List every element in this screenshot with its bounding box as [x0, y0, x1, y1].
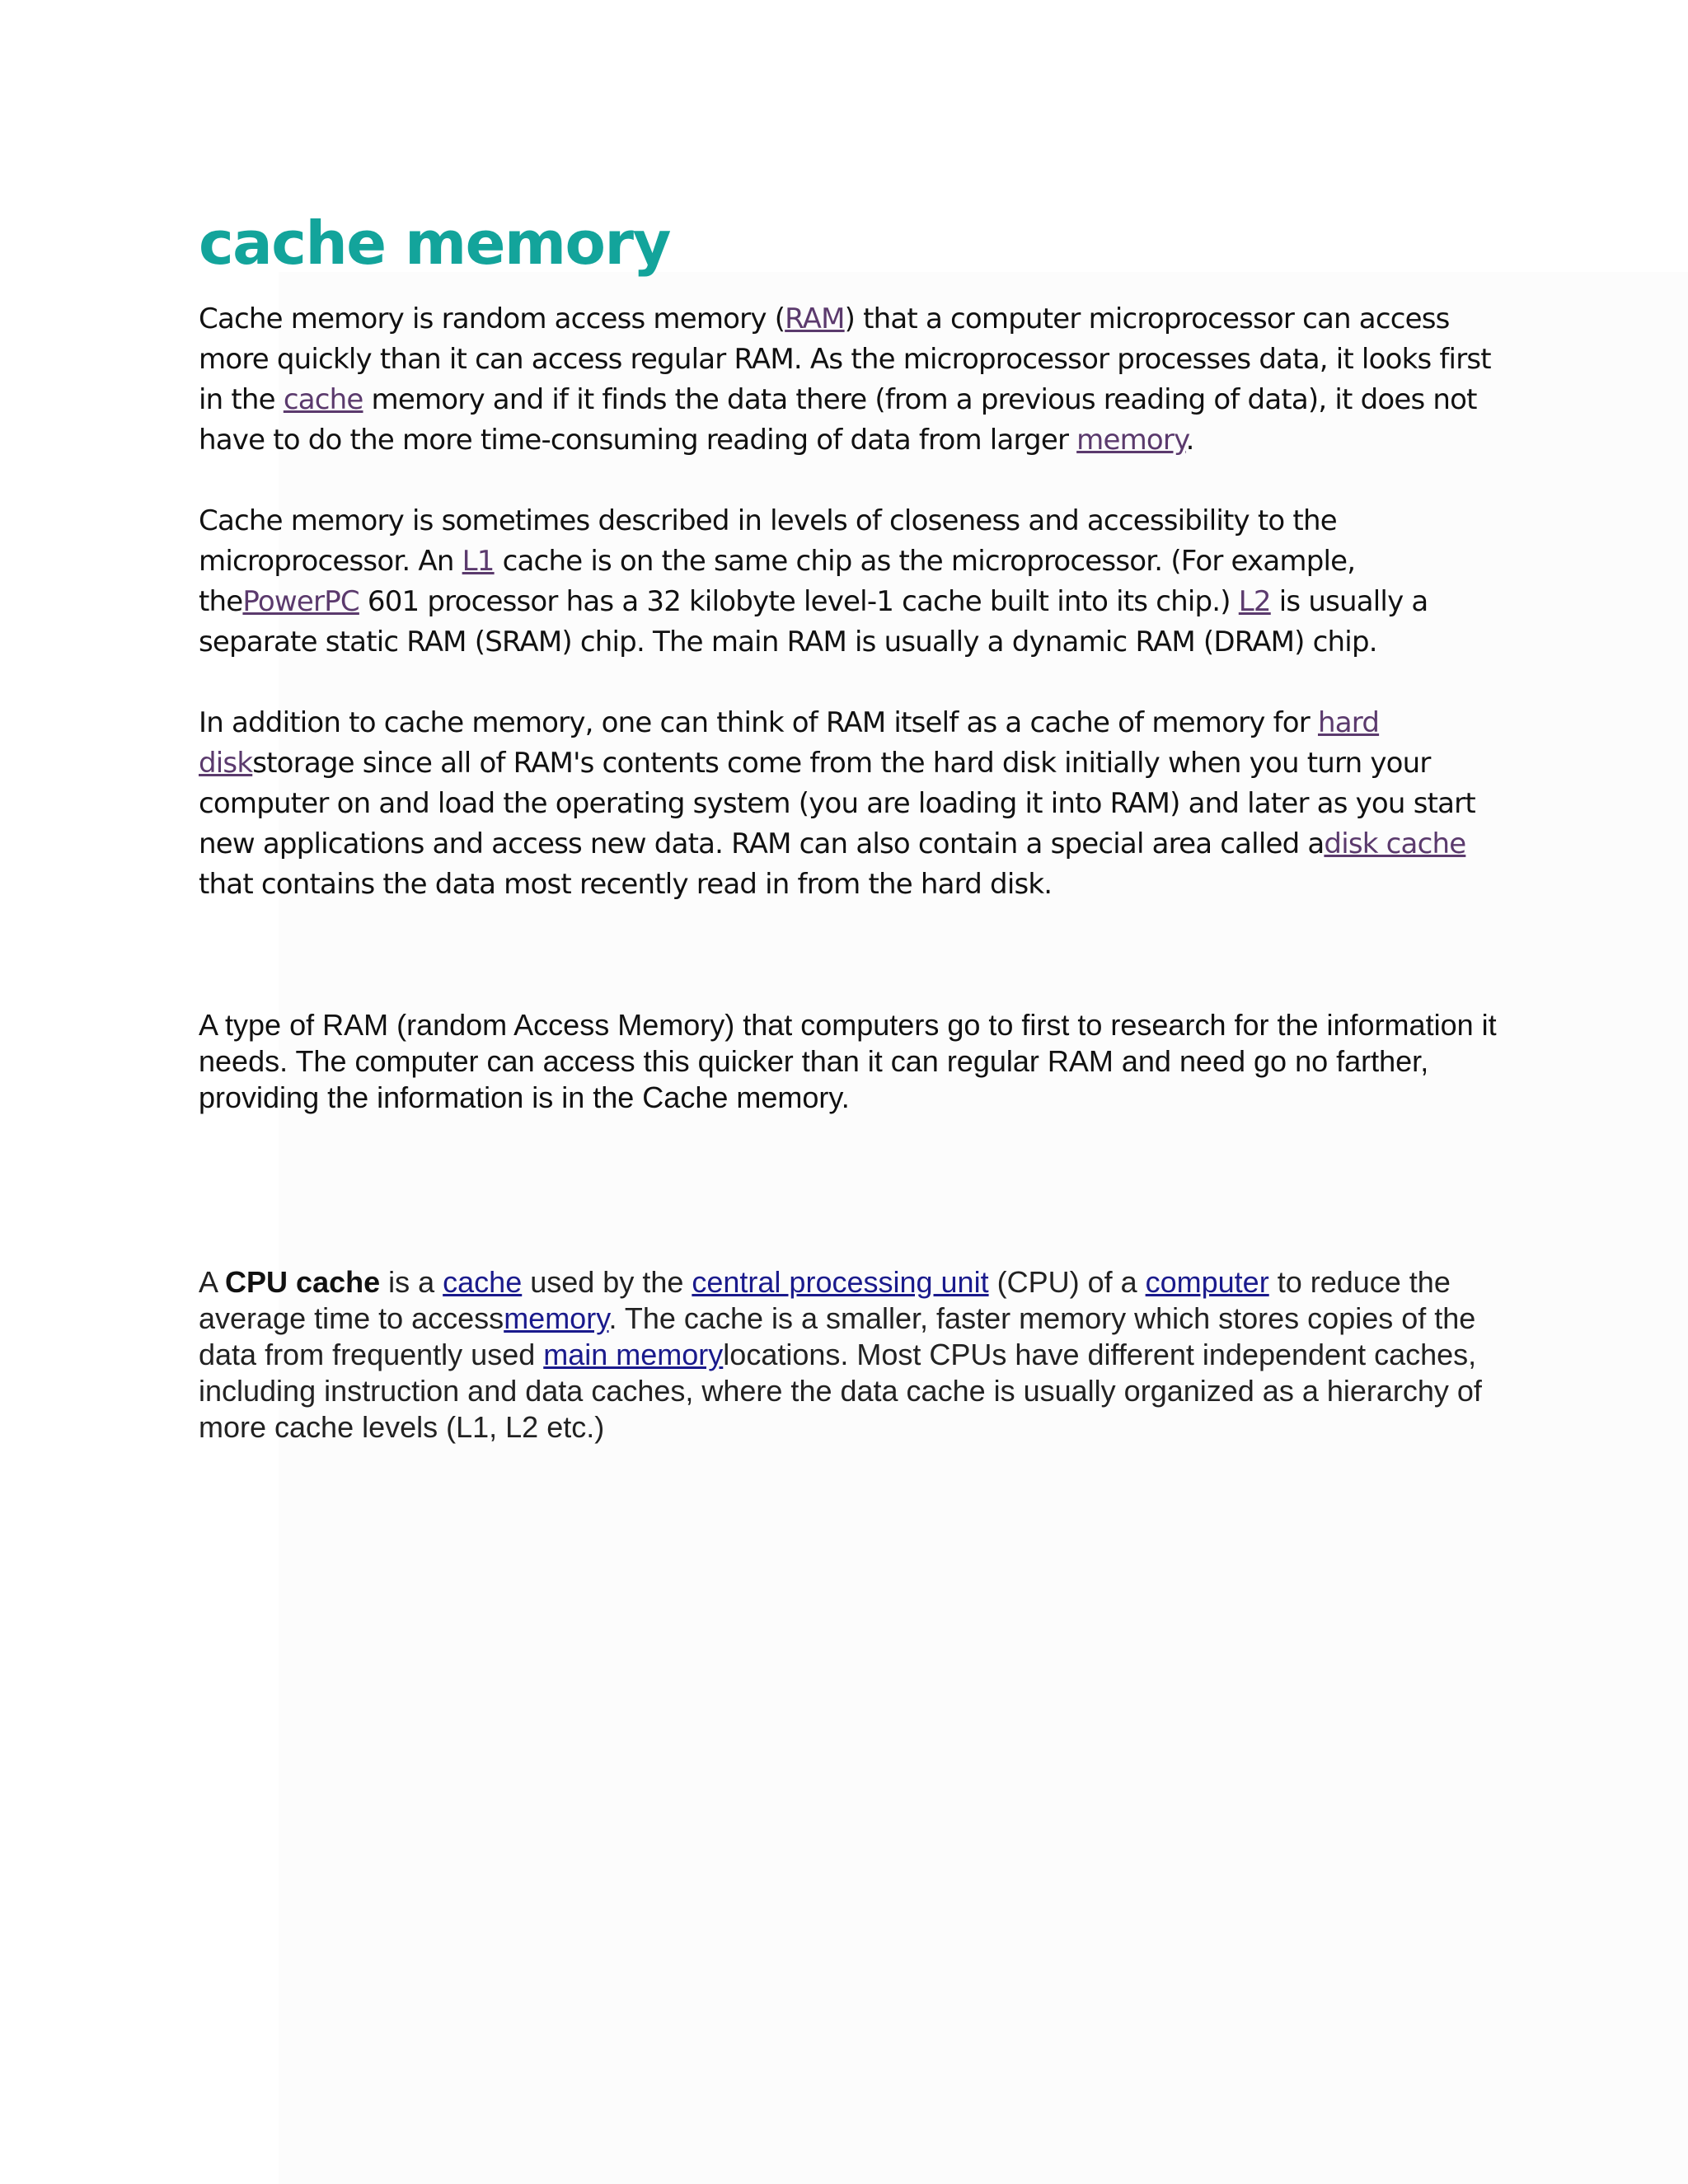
link-powerpc[interactable]: PowerPC [242, 585, 359, 618]
text-run: storage since all of RAM's contents come from the hard disk initially when you turn your computer on and load the operating system (you are loading it into RAM) and later as you start new applications and access new data. RAM can also contain a special area called a [199, 747, 1475, 860]
text-run: 601 processor has a 32 kilobyte level-1 cache built into its chip.) [359, 585, 1239, 618]
link-memory[interactable]: memory [1076, 424, 1186, 457]
paragraph-levels [199, 501, 1517, 663]
text-run: locations. Most CPUs have different independent caches, including instruction and data caches, where the data cache is usually organized as a hierarchy of more cache levels (L1, L2 etc.) [199, 1338, 1482, 1444]
definition-simple: A type of RAM (random Access Memory) that computers go to first to research for the information it needs. The computer can access this quicker than it can regular RAM and need go no farther, providing the information is in the Cache memory. [199, 1008, 1497, 1114]
link-l1[interactable]: L1 [462, 545, 495, 578]
paragraph-definition [199, 299, 1517, 461]
text-run: Cache memory is random access memory ( [199, 302, 785, 335]
link-memory-wiki[interactable]: memory [504, 1301, 609, 1335]
text-run: A [199, 1265, 226, 1299]
link-l2[interactable]: L2 [1238, 585, 1271, 618]
text-run: used by the [522, 1265, 692, 1299]
document-content [199, 202, 1517, 1446]
text-run: (CPU) of a [988, 1265, 1146, 1299]
text-run: In addition to cache memory, one can think of RAM itself as a cache of memory for [199, 706, 1318, 739]
definition-cpu-cache [199, 1264, 1517, 1446]
link-disk-cache[interactable]: disk cache [1324, 827, 1466, 860]
link-central-processing-unit[interactable]: central processing unit [692, 1265, 989, 1299]
page-title: cache memory [199, 209, 670, 278]
text-run: . [1185, 424, 1194, 457]
text-run: cache is on the same chip as the microprocessor. (For example, the [199, 545, 1356, 618]
link-main-memory[interactable]: main memory [543, 1338, 724, 1371]
text-run: . The cache is a smaller, faster memory which stores copies of the data from frequently used [199, 1301, 1476, 1371]
link-hard-disk[interactable]: hard disk [199, 706, 1380, 780]
link-cache-wiki[interactable]: cache [443, 1265, 523, 1299]
text-run: that contains the data most recently read in from the hard disk. [199, 868, 1053, 901]
text-run: to reduce the average time to access [199, 1265, 1451, 1335]
link-ram[interactable]: RAM [785, 302, 845, 335]
text-run: is a [380, 1265, 443, 1299]
term-cpu-cache: CPU cache [225, 1265, 381, 1299]
link-cache[interactable]: cache [283, 383, 363, 416]
text-run: Cache memory is sometimes described in levels of closeness and accessibility to the microprocessor. An [199, 504, 1337, 578]
text-run: is usually a separate static RAM (SRAM) chip. The main RAM is usually a dynamic RAM (DRAM) chip. [199, 585, 1428, 658]
text-run: memory and if it finds the data there (from a previous reading of data), it does not have to do the more time-consuming reading of data from larger [199, 383, 1477, 457]
paragraph-ram-as-cache [199, 703, 1517, 905]
text-run: ) that a computer microprocessor can access more quickly than it can access regular RAM. As the microprocessor processes data, it looks first in the [199, 302, 1491, 416]
link-computer[interactable]: computer [1145, 1265, 1269, 1299]
